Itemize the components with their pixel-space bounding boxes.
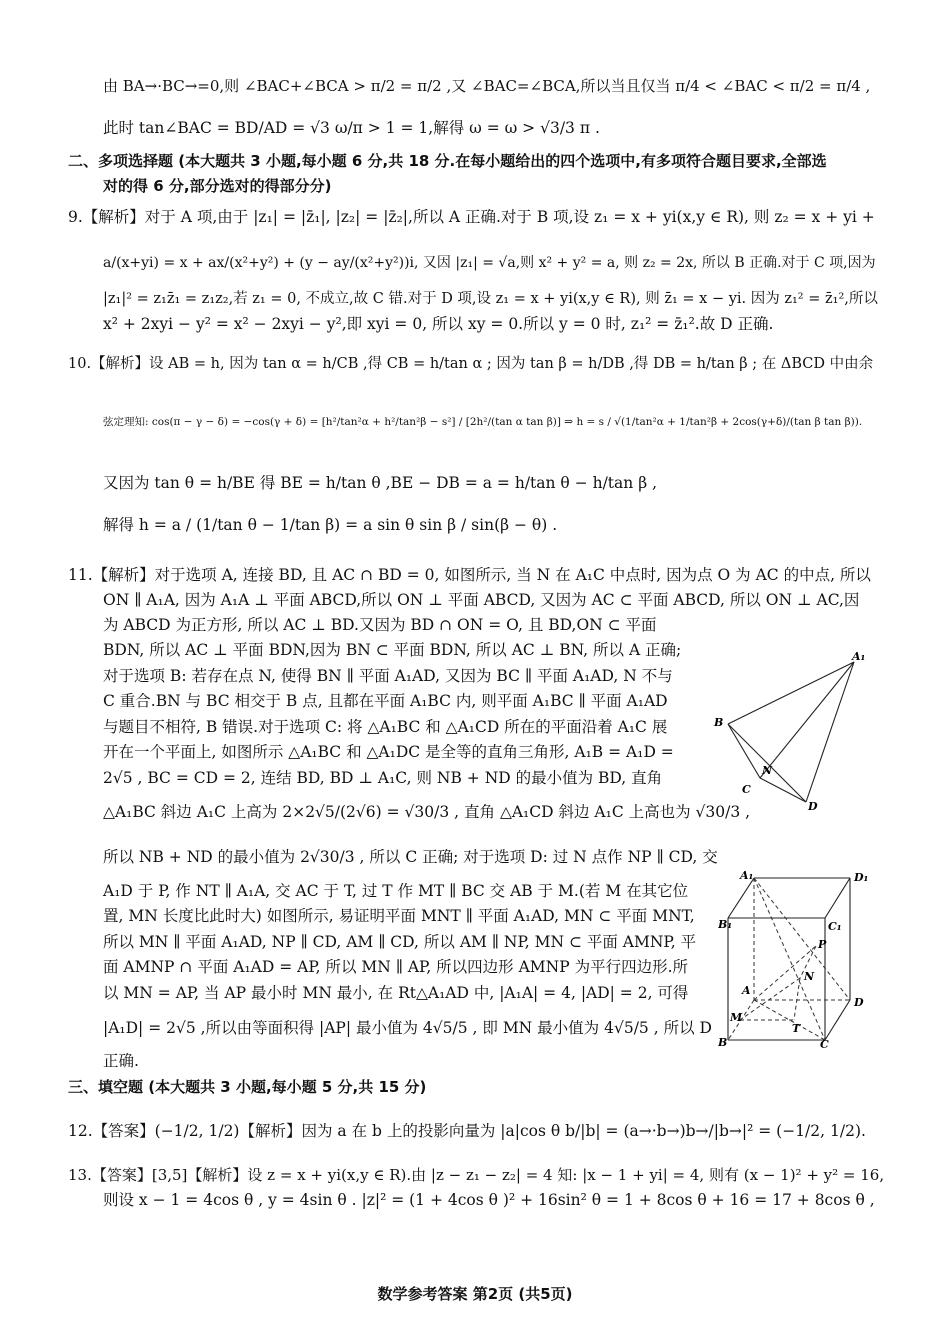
figure-triangle-a1bcd [712, 650, 872, 810]
label-A1: A₁ [740, 869, 754, 882]
text-line: x² + 2xyi − y² = x² − 2xyi − y²,即 xyi = 0, 所以 xy = 0.所以 y = 0 时, z₁² = z̄₁².故 D 正确. [103, 315, 774, 333]
text-line: 弦定理知: cos(π − γ − δ) = −cos(γ + δ) = [h²/tan²α + h²/tan²β − s²] / [2h²/(tan α tan β)] ⇒ h = s / √(1/tan²α + 1/tan²β + 2cos(γ+δ)/(tan β tan β)). [103, 416, 863, 428]
text-line: 此时 tan∠BAC = BD/AD = √3 ω/π > 1 = 1,解得 ω = ω > √3/3 π . [103, 119, 600, 137]
label-D1: D₁ [854, 871, 869, 884]
text-line: 置, MN 长度比此时大) 如图所示, 易证明平面 MNT ∥ 平面 A₁AD, MN ⊂ 平面 MNT, [103, 907, 695, 925]
text-line: 9.【解析】对于 A 项,由于 |z₁| = |z̄₁|, |z₂| = |z̄₂|,所以 A 正确.对于 B 项,设 z₁ = x + yi(x,y ∈ R), 则 z₂ = x + yi + [68, 208, 875, 226]
label-A1: A₁ [852, 650, 866, 663]
label-N: N [804, 970, 815, 983]
text-line: 与题目不相符, B 错误.对于选项 C: 将 △A₁BC 和 △A₁CD 所在的平面沿着 A₁C 展 [103, 718, 668, 736]
text-line: 12.【答案】(−1/2, 1/2)【解析】因为 a 在 b 上的投影向量为 |a|cos θ b/|b| = (a→·b→)b→/|b→|² = (−1/2, 1/2). [68, 1122, 866, 1140]
text-line: 面 AMNP ∩ 平面 A₁AD = AP, 所以 MN ∥ AP, 所以四边形 AMNP 为平行四边形.所 [103, 958, 689, 976]
label-D: D [808, 800, 818, 810]
label-P: P [818, 938, 827, 951]
label-M: M [730, 1011, 743, 1024]
text-line: 11.【解析】对于选项 A, 连接 BD, 且 AC ∩ BD = 0, 如图所示, 当 N 在 A₁C 中点时, 因为点 O 为 AC 的中点, 所以 [68, 566, 871, 584]
text-line: 则设 x − 1 = 4cos θ , y = 4sin θ . |z|² = (1 + 4cos θ )² + 16sin² θ = 1 + 8cos θ + 16 = 17 + 8cos θ , [103, 1191, 875, 1209]
text-line: 所以 NB + ND 的最小值为 2√30/3 , 所以 C 正确; 对于选项 D: 过 N 点作 NP ∥ CD, 交 [103, 848, 718, 866]
text-line: 对于选项 B: 若存在点 N, 使得 BN ∥ 平面 A₁AD, 又因为 BC ∥ 平面 A₁AD, N 不与 [103, 667, 673, 685]
text-line: 对的得 6 分,部分选对的得部分分) [103, 177, 332, 195]
text-line: 所以 MN ∥ 平面 A₁AD, NP ∥ CD, AM ∥ CD, 所以 AM ∥ NP, MN ⊂ 平面 AMNP, 平 [103, 933, 697, 951]
text-line: 解得 h = a / (1/tan θ − 1/tan β) = a sin θ sin β / sin(β − θ) . [103, 516, 558, 534]
text-line: A₁D 于 P, 作 NT ∥ A₁A, 交 AC 于 T, 过 T 作 MT ∥ BC 交 AB 于 M.(若 M 在其它位 [103, 882, 689, 900]
label-T: T [792, 1022, 801, 1035]
text-line: 开在一个平面上, 如图所示 △A₁BC 和 △A₁DC 是全等的直角三角形, A₁B = A₁D = [103, 743, 674, 761]
text-line: 10.【解析】设 AB = h, 因为 tan α = h/CB ,得 CB = h/tan α ; 因为 tan β = h/DB ,得 DB = h/tan β ; 在 ΔBCD 中由余 [68, 356, 874, 372]
text-line: ON ∥ A₁A, 因为 A₁A ⊥ 平面 ABCD,所以 ON ⊥ 平面 ABCD, 又因为 AC ⊂ 平面 ABCD, 所以 ON ⊥ AC,因 [103, 591, 860, 609]
label-B: B [718, 1036, 728, 1049]
text-line: |z₁|² = z₁z̄₁ = z₁z₂,若 z₁ = 0, 不成立,故 C 错.对于 D 项,设 z₁ = x + yi(x,y ∈ R), 则 z̄₁ = x − yi. 因为 z₁² = z̄₁²,所以 [103, 291, 878, 307]
figure-cuboid [718, 866, 878, 1051]
text-line: 为 ABCD 为正方形, 所以 AC ⊥ BD.又因为 BD ∩ ON = O, 且 BD,ON ⊂ 平面 [103, 616, 657, 634]
text-line: 2√5 , BC = CD = 2, 连结 BD, BD ⊥ A₁C, 则 NB + ND 的最小值为 BD, 直角 [103, 769, 663, 787]
text-line: a/(x+yi) = x + ax/(x²+y²) + (y − ay/(x²+y²))i, 又因 |z₁| = √a,则 x² + y² = a, 则 z₂ = 2x, 所以 B 正确.对于 C 项,因为 [103, 255, 876, 271]
label-C: C [820, 1038, 829, 1051]
text-line: 13.【答案】[3,5]【解析】设 z = x + yi(x,y ∈ R).由 |z − z₁ − z₂| = 4 知: |x − 1 + yi| = 4, 则有 (x − 1)² + y² = 16, [68, 1166, 885, 1184]
text-line: 又因为 tan θ = h/BE 得 BE = h/tan θ ,BE − DB = a = h/tan θ − h/tan β , [103, 474, 658, 492]
label-C1: C₁ [828, 920, 842, 933]
text-line: △A₁BC 斜边 A₁C 上高为 2×2√5/(2√6) = √30/3 , 直角 △A₁CD 斜边 A₁C 上高也为 √30/3 , [103, 803, 751, 821]
page-footer: 数学参考答案 第2页 (共5页) [377, 1285, 573, 1303]
text-line: 由 BA→·BC→=0,则 ∠BAC+∠BCA > π/2 = π/2 ,又 ∠BAC=∠BCA,所以当且仅当 π/4 < ∠BAC < π/2 = π/4 , [103, 77, 871, 95]
label-N: N [762, 764, 773, 777]
label-C: C [742, 783, 751, 796]
text-line: C 重合.BN 与 BC 相交于 B 点, 且都在平面 A₁BC 内, 则平面 A₁BC ∥ 平面 A₁AD [103, 692, 668, 710]
label-A: A [742, 984, 751, 997]
label-B1: B₁ [718, 918, 733, 931]
text-line: 以 MN = AP, 当 AP 最小时 MN 最小, 在 Rt△A₁AD 中, |A₁A| = 4, |AD| = 2, 可得 [103, 984, 689, 1002]
text-line: BDN, 所以 AC ⊥ 平面 BDN,因为 BN ⊂ 平面 BDN, 所以 AC ⊥ BN, 所以 A 正确; [103, 641, 682, 659]
text-line: |A₁D| = 2√5 ,所以由等面积得 |AP| 最小值为 4√5/5 , 即 MN 最小值为 4√5/5 , 所以 D [103, 1019, 712, 1037]
text-line: 三、填空题 (本大题共 3 小题,每小题 5 分,共 15 分) [68, 1078, 427, 1096]
text-line: 二、多项选择题 (本大题共 3 小题,每小题 6 分,共 18 分.在每小题给出的四个选项中,有多项符合题目要求,全部选 [68, 152, 827, 170]
label-B: B [714, 716, 724, 729]
label-D: D [854, 996, 864, 1009]
text-line: 正确. [103, 1052, 139, 1070]
